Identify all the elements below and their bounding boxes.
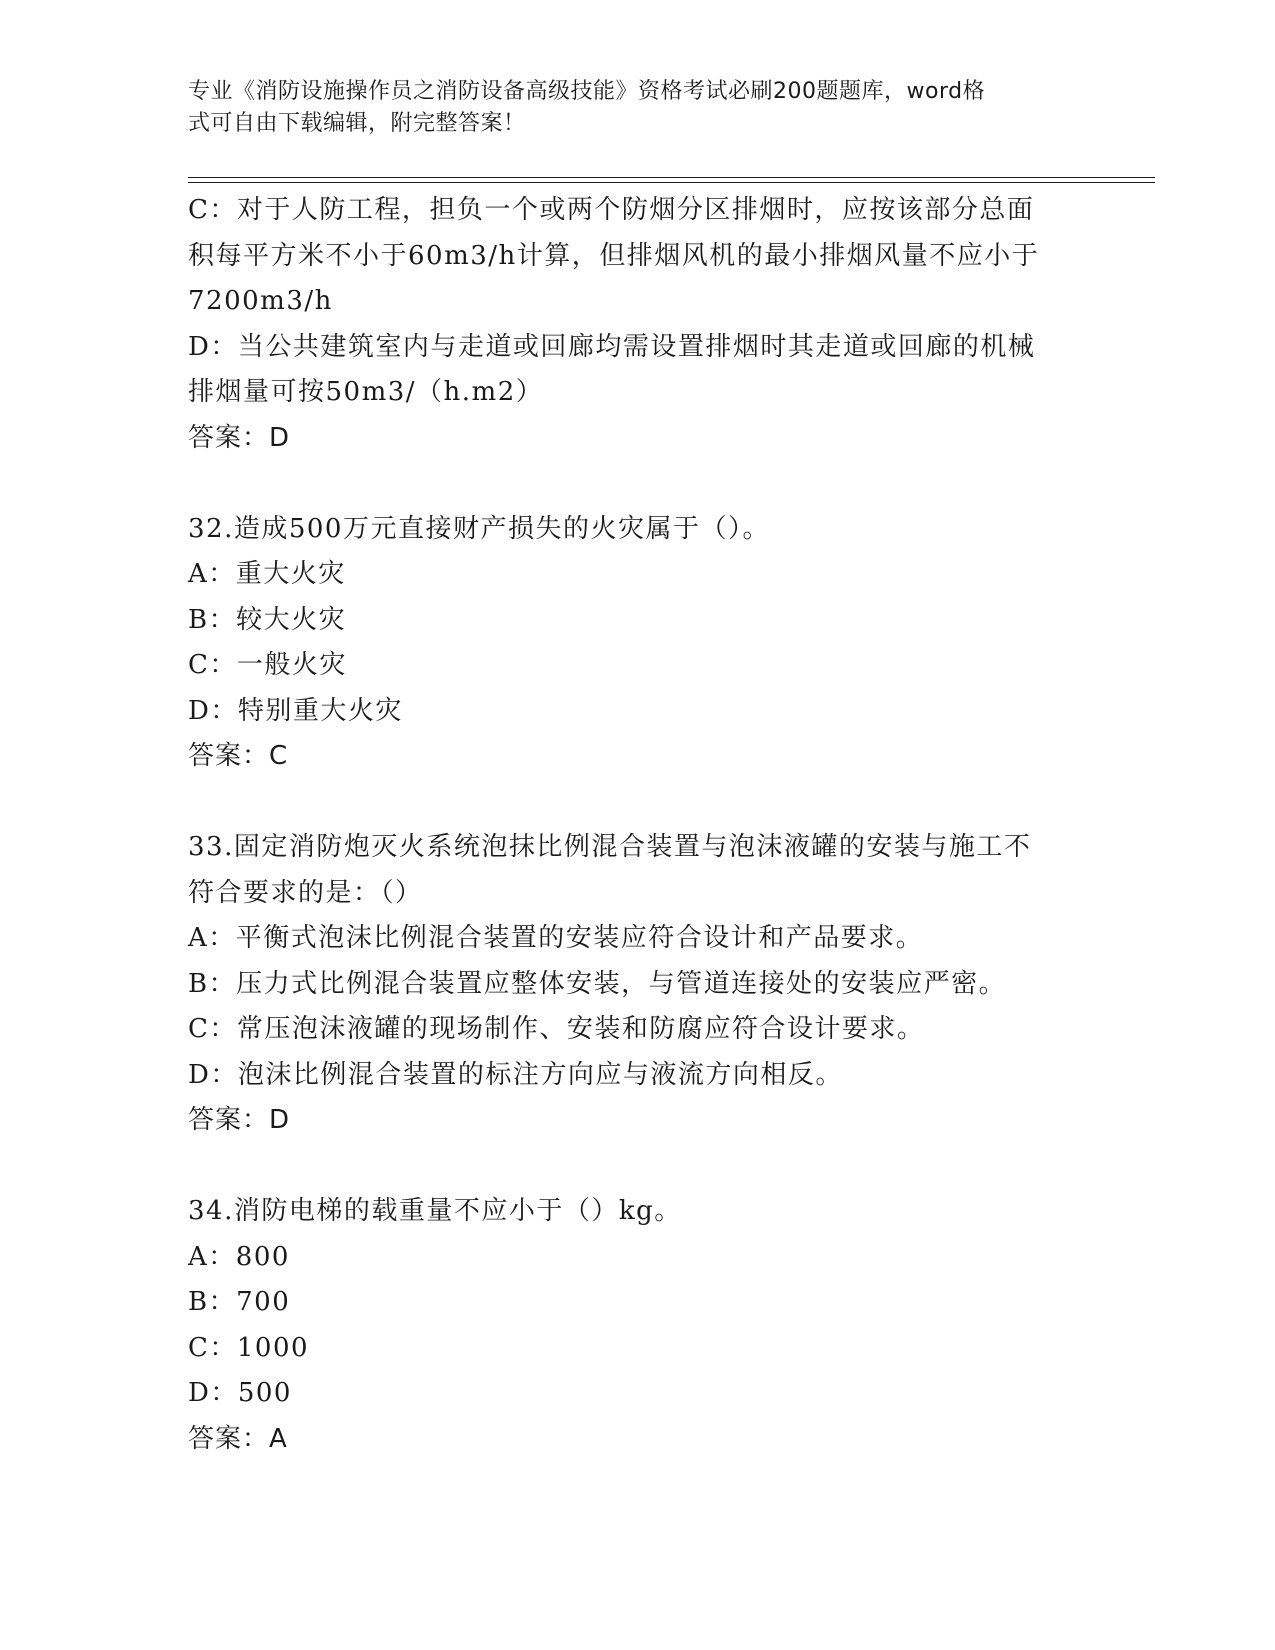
- answer-line: 答案：D: [188, 1105, 291, 1135]
- answer-line: 答案：C: [188, 741, 289, 771]
- header-divider-bottom: [188, 182, 1155, 183]
- option-a: A：重大火灾: [188, 559, 346, 589]
- option-a: A：800: [188, 1241, 290, 1272]
- option-d-line-1: D：当公共建筑室内与走道或回廊均需设置排烟时其走道或回廊的机械: [188, 331, 1036, 362]
- option-b: B：较大火灾: [188, 604, 347, 635]
- option-c-line-2: 积每平方米不小于60m3/h计算，但排烟风机的最小排烟风量不应小于: [188, 240, 1040, 271]
- answer-line: 答案：D: [188, 422, 291, 453]
- header-line-2: 式可自由下载编辑，附完整答案！: [188, 111, 526, 136]
- option-c-line-1: C：对于人防工程，担负一个或两个防烟分区排烟时，应按该部分总面: [188, 195, 1035, 225]
- question-stem-line-1: 33.固定消防炮灭火系统泡抹比例混合装置与泡沫液罐的安装与施工不: [188, 832, 1032, 862]
- question-stem: 32.造成500万元直接财产损失的火灾属于（）。: [188, 513, 770, 544]
- option-b: B：压力式比例混合装置应整体安装，与管道连接处的安装应严密。: [188, 968, 1007, 999]
- header-divider-top: [188, 177, 1155, 178]
- option-c: C：1000: [188, 1332, 310, 1363]
- question-content: [188, 188, 1088, 1462]
- question-34: [188, 1189, 1088, 1462]
- option-d: D：泡沫比例混合装置的标注方向应与液流方向相反。: [188, 1059, 843, 1090]
- option-c: C：一般火灾: [188, 650, 347, 680]
- option-c: C：常压泡沫液罐的现场制作、安装和防腐应符合设计要求。: [188, 1014, 925, 1044]
- carryover-block: [188, 188, 1088, 461]
- question-32: [188, 507, 1088, 780]
- question-stem: 34.消防电梯的载重量不应小于（）kg。: [188, 1196, 682, 1226]
- page-header: [188, 76, 1068, 140]
- option-d-line-2: 排烟量可按50m3/（h.m2）: [188, 377, 544, 407]
- option-d: D：500: [188, 1378, 292, 1408]
- option-a: A：平衡式泡沫比例混合装置的安装应符合设计和产品要求。: [188, 923, 924, 953]
- question-33: [188, 825, 1088, 1144]
- header-line-1: 专业《消防设施操作员之消防设备高级技能》资格考试必刷200题题库，word格: [188, 79, 986, 104]
- option-c-line-3: 7200m3/h: [188, 286, 333, 316]
- option-d: D：特别重大火灾: [188, 695, 403, 726]
- option-b: B：700: [188, 1287, 291, 1317]
- question-stem-line-2: 符合要求的是：（）: [188, 877, 423, 908]
- answer-line: 答案：A: [188, 1423, 288, 1454]
